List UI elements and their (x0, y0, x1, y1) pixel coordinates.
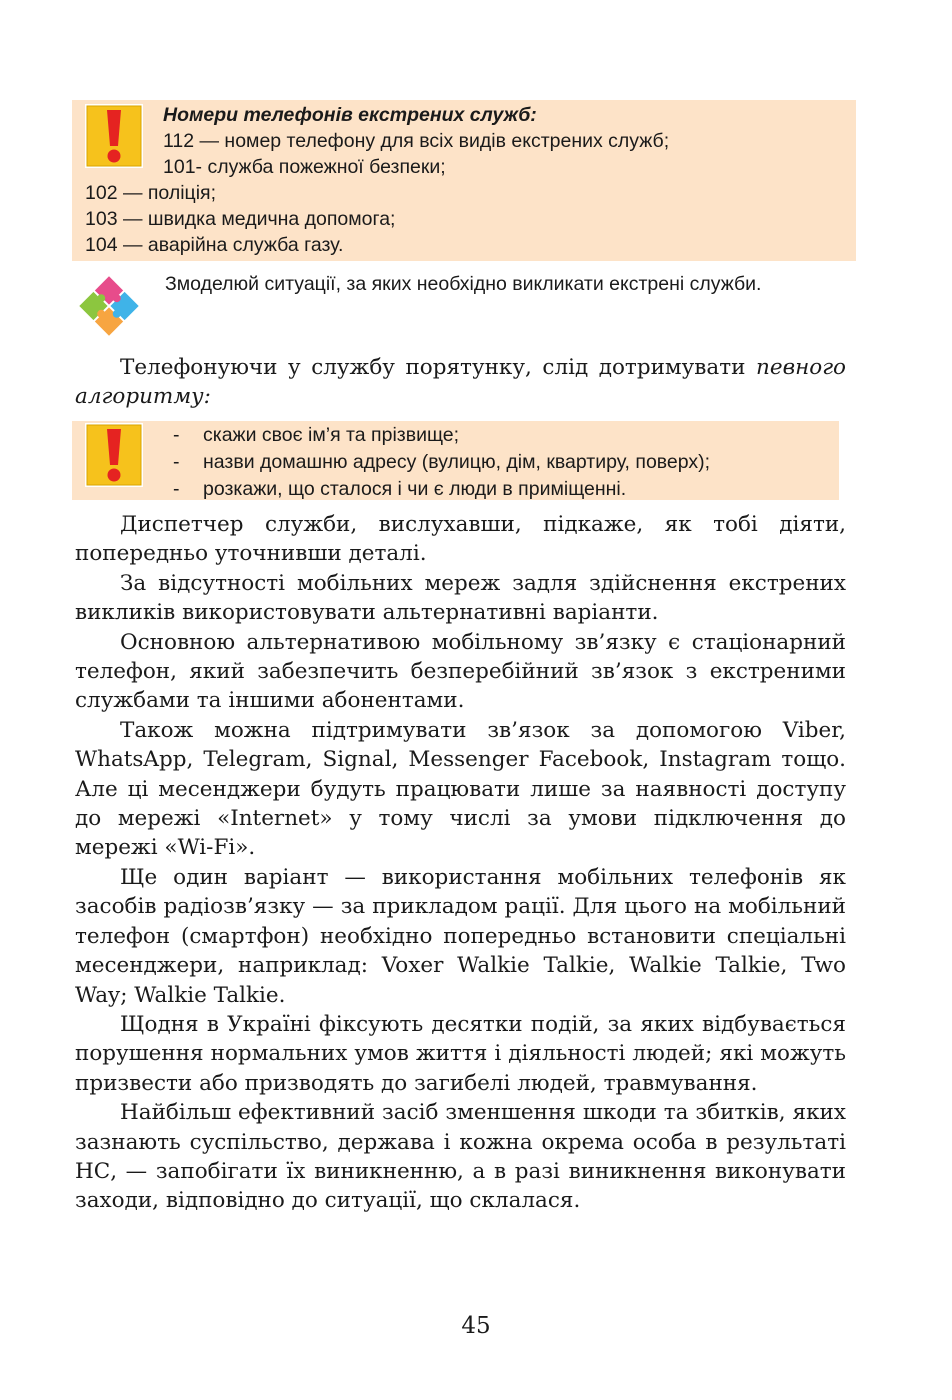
paragraph: Ще один варіант — використання мобільних телефонів як засобів радіозв’язку — за прикладом рації. Для цього на мобільний телефон (смартфон) необхідно попередньо встановити спеціальні месенджери, наприклад: Voxer Walkie Talkie, Walkie Talkie, Two Way; Walkie Talkie. (75, 864, 846, 1008)
task-text: Змоделюй ситуації, за яких необхідно викликати екстрені служби. (165, 273, 762, 295)
bullet-dash: - (173, 478, 180, 500)
emergency-line-102: 102 — поліція; (85, 182, 217, 204)
emergency-box-title: Номери телефонів екстрених служб: (163, 104, 537, 126)
algorithm-intro-emphasis: певного алгоритму: (75, 355, 846, 410)
emergency-line-101: 101- служба пожежної безпеки; (163, 156, 446, 178)
exclamation-icon (85, 423, 143, 487)
paragraph: Також можна підтримувати зв’язок за допомогою Viber, WhatsApp, Telegram, Signal, Messenger Facebook, Instagram тощо. Але ці месенджери будуть працювати лише за наявності доступу до мережі «Internet» у тому числі за умови підключення до мережі «Wi-Fi». (75, 717, 846, 861)
bullet-dash: - (173, 451, 180, 473)
puzzle-icon (78, 275, 140, 337)
page-number: 45 (461, 1313, 491, 1339)
emergency-line-104: 104 — аварійна служба газу. (85, 234, 344, 256)
paragraph: Найбільш ефективний засіб зменшення шкоди та збитків, яких зазнають суспільство, держава і кожна окрема особа в результаті НС, — запобігати їх виникненню, а в разі виникнення виконувати заходи, відповідно до ситуації, що склалася. (75, 1100, 846, 1214)
algorithm-intro-text: Телефонуючи у службу порятунку, слід дотримувати (120, 355, 756, 380)
paragraph: Диспетчер служби, вислухавши, підкаже, як тобі діяти, попередньо уточнивши деталі. (75, 512, 846, 567)
paragraph: Основною альтернативою мобільному зв’язку є стаціонарний телефон, який забезпечить безперебійний зв’язок з екстреними службами та іншими абонентами. (75, 629, 846, 714)
paragraph: Щодня в Україні фіксують десятки подій, за яких відбувається порушення нормальних умов життя і діяльності людей; які можуть призвести або призводять до загибелі людей, травмування. (75, 1011, 846, 1096)
paragraph: За відсутності мобільних мереж задля здійснення екстрених викликів використовувати альтернативні варіанти. (75, 570, 846, 626)
emergency-line-112: 112 — номер телефону для всіх видів екстрених служб; (163, 130, 670, 152)
bullet-dash: - (173, 424, 180, 446)
algorithm-item-text: розкажи, що сталося і чи є люди в приміщенні. (203, 478, 627, 500)
algorithm-item-text: скажи своє ім’я та прізвище; (203, 424, 460, 446)
exclamation-icon (85, 104, 143, 168)
emergency-line-103: 103 — швидка медична допомога; (85, 208, 396, 230)
algorithm-item-text: назви домашню адресу (вулицю, дім, квартиру, поверх); (203, 451, 711, 473)
algorithm-intro (75, 353, 846, 412)
body-text (75, 510, 846, 1216)
